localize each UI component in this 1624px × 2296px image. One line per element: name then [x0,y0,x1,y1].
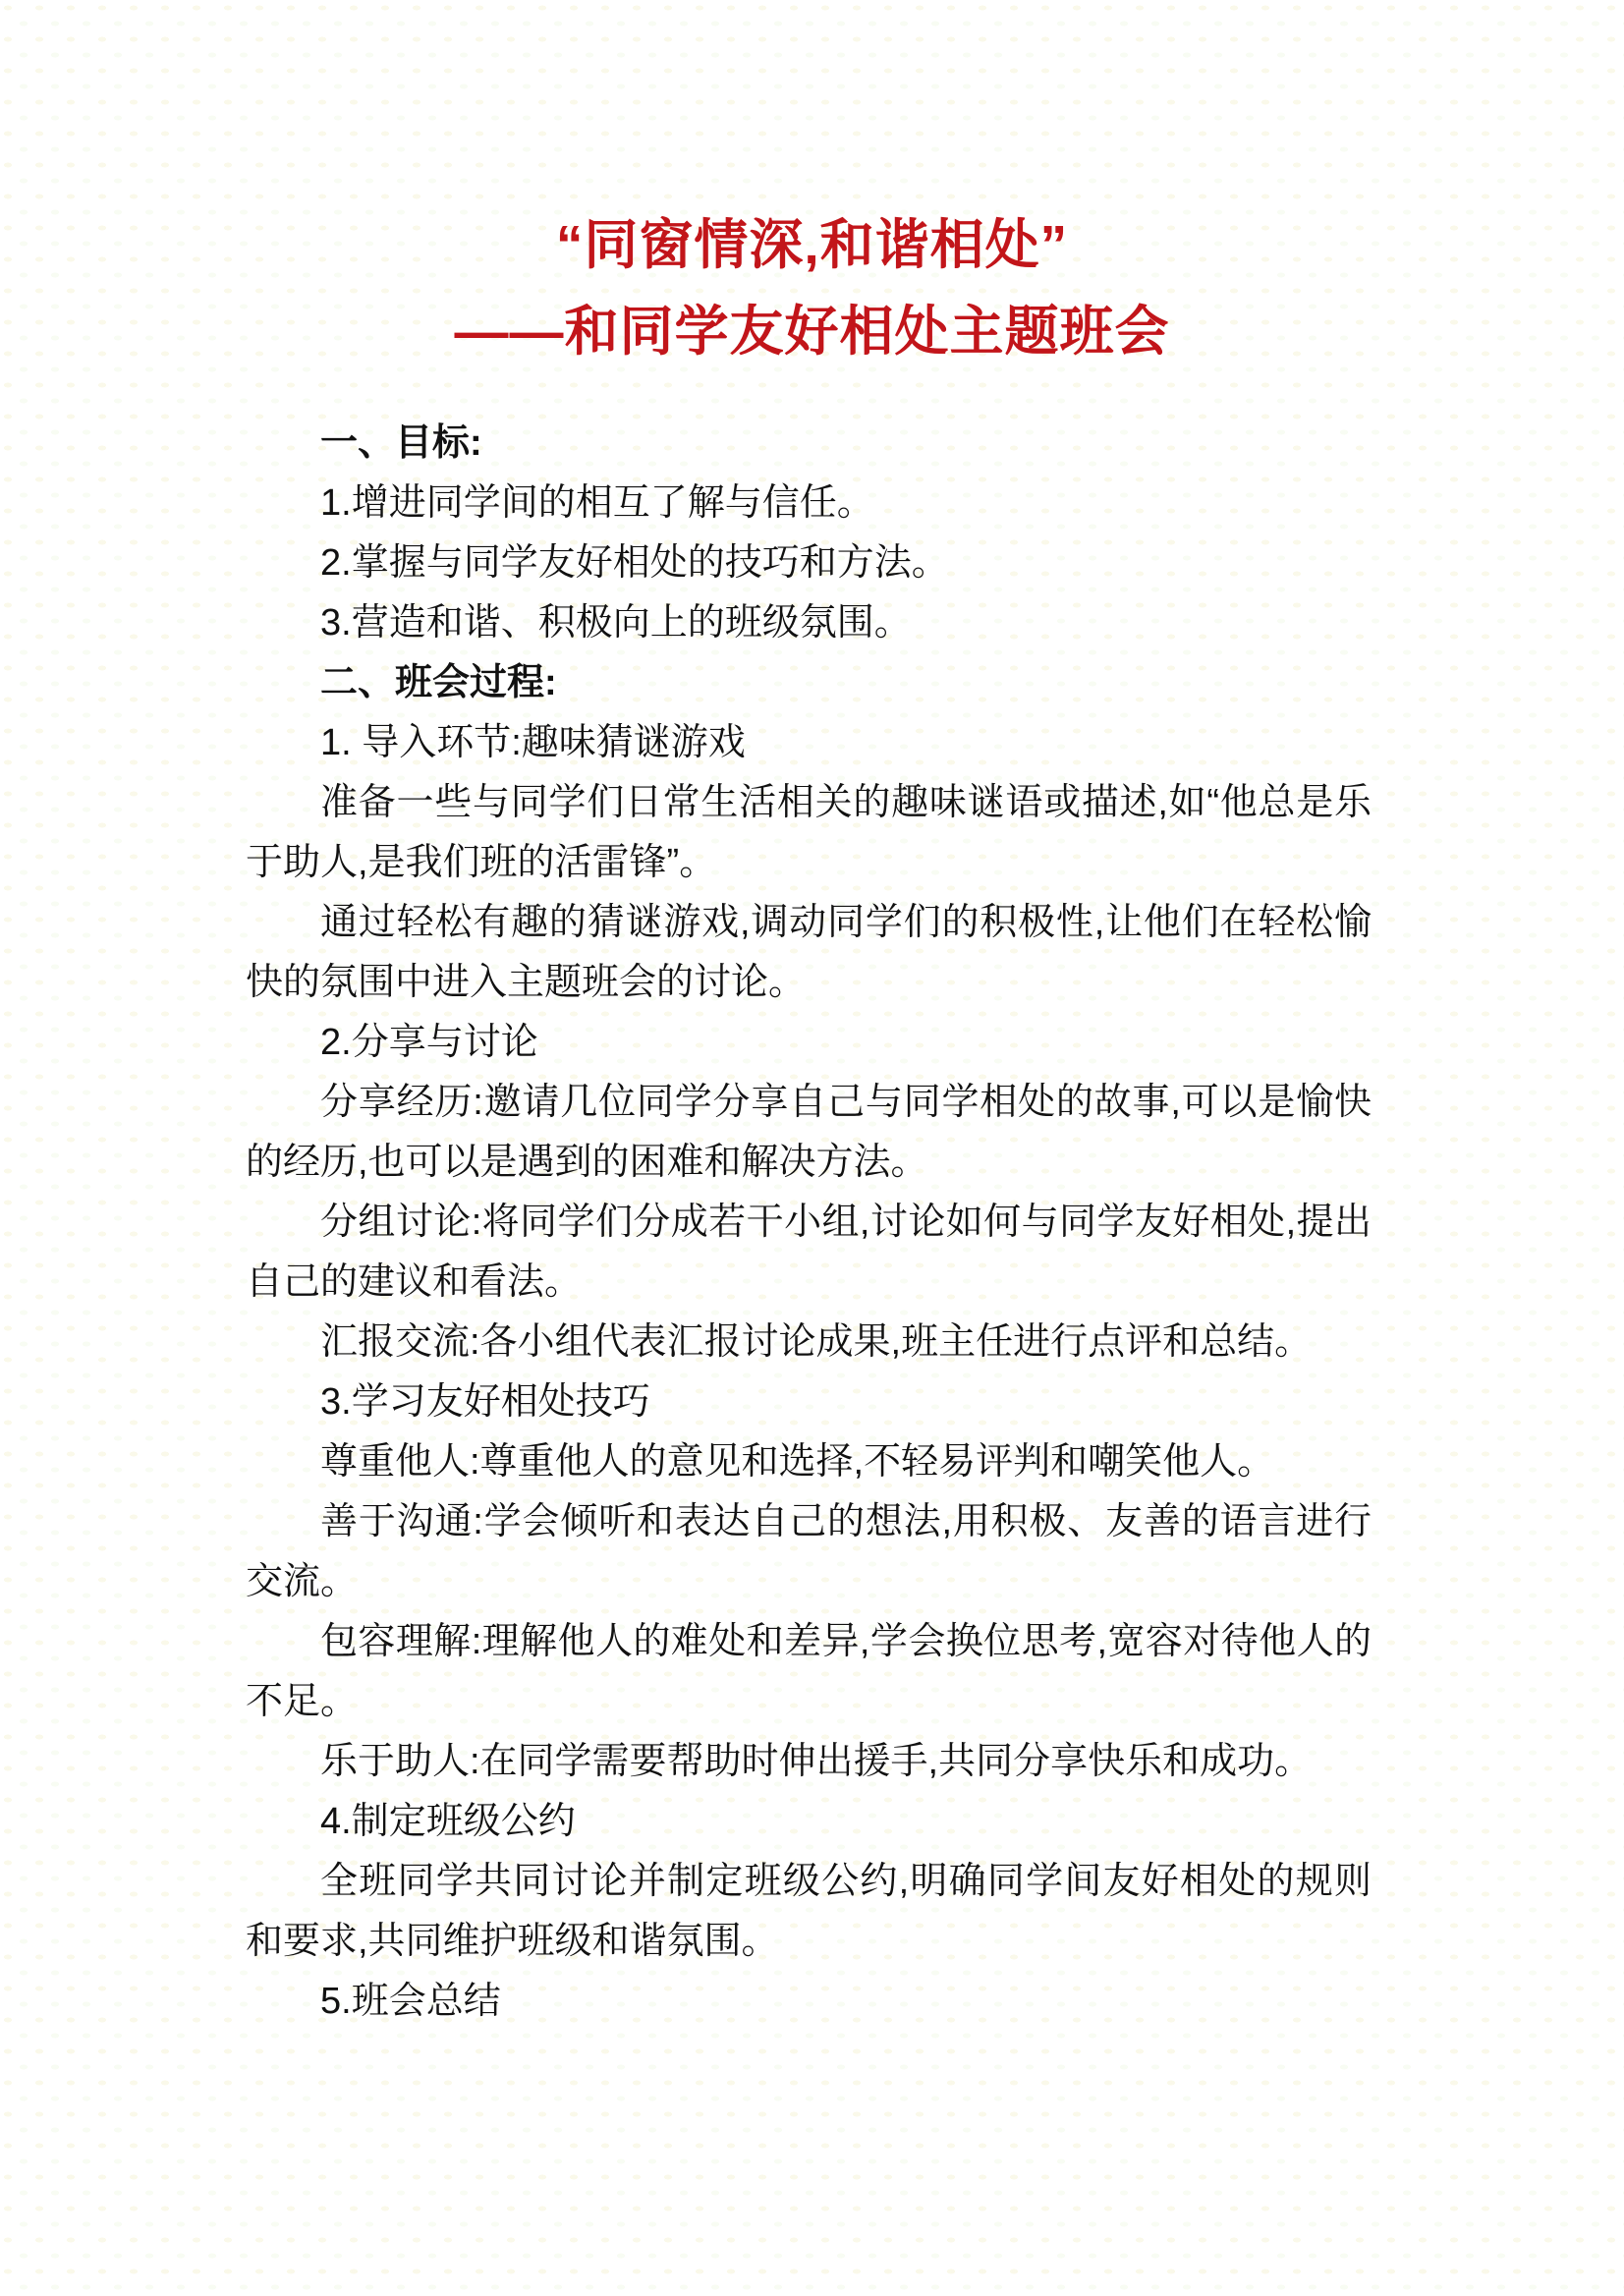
page-title: “同窗情深,和谐相处” [555,214,1069,275]
paragraph: 3.营造和谐、积极向上的班级氛围。 [320,602,912,644]
paragraph: 4.制定班级公约 [320,1801,576,1842]
paragraph: 1. 导入环节:趣味猜谜游戏 [320,722,746,763]
paragraph: 包容理解:理解他人的难处和差异,学会换位思考,宽容对待他人的不足。 [246,1621,1372,1722]
paragraph: 准备一些与同学们日常生活相关的趣味谜语或描述,如“他总是乐于助人,是我们班的活雷锋”。 [246,782,1372,883]
paragraph: 一、目标: [320,422,482,464]
paragraph: 全班同学共同讨论并制定班级公约,明确同学间友好相处的规则和要求,共同维护班级和谐氛围。 [246,1861,1372,1962]
paragraph: 分组讨论:将同学们分成若干小组,讨论如何与同学友好相处,提出自己的建议和看法。 [246,1202,1372,1303]
paragraph: 通过轻松有趣的猜谜游戏,调动同学们的积极性,让他们在轻松愉快的氛围中进入主题班会的讨论。 [246,902,1372,1003]
paragraph: 分享经历:邀请几位同学分享自己与同学相处的故事,可以是愉快的经历,也可以是遇到的困难和解决方法。 [246,1082,1372,1183]
paragraph: 2.掌握与同学友好相处的技巧和方法。 [320,542,949,584]
paragraph: 汇报交流:各小组代表汇报讨论成果,班主任进行点评和总结。 [320,1321,1313,1363]
paragraph: 善于沟通:学会倾听和表达自己的想法,用积极、友善的语言进行交流。 [246,1501,1372,1602]
document-body [246,414,1372,2032]
paragraph: 5.班会总结 [320,1981,501,2022]
paragraph: 2.分享与讨论 [320,1022,538,1063]
paragraph: 尊重他人:尊重他人的意见和选择,不轻易评判和嘲笑他人。 [320,1441,1275,1483]
paragraph: 1.增进同学间的相互了解与信任。 [320,482,874,524]
paragraph: 3.学习友好相处技巧 [320,1381,650,1423]
page-subtitle: ——和同学友好相处主题班会 [454,301,1170,362]
paragraph: 二、班会过程: [320,662,557,703]
paragraph: 乐于助人:在同学需要帮助时伸出援手,共同分享快乐和成功。 [320,1741,1313,1782]
